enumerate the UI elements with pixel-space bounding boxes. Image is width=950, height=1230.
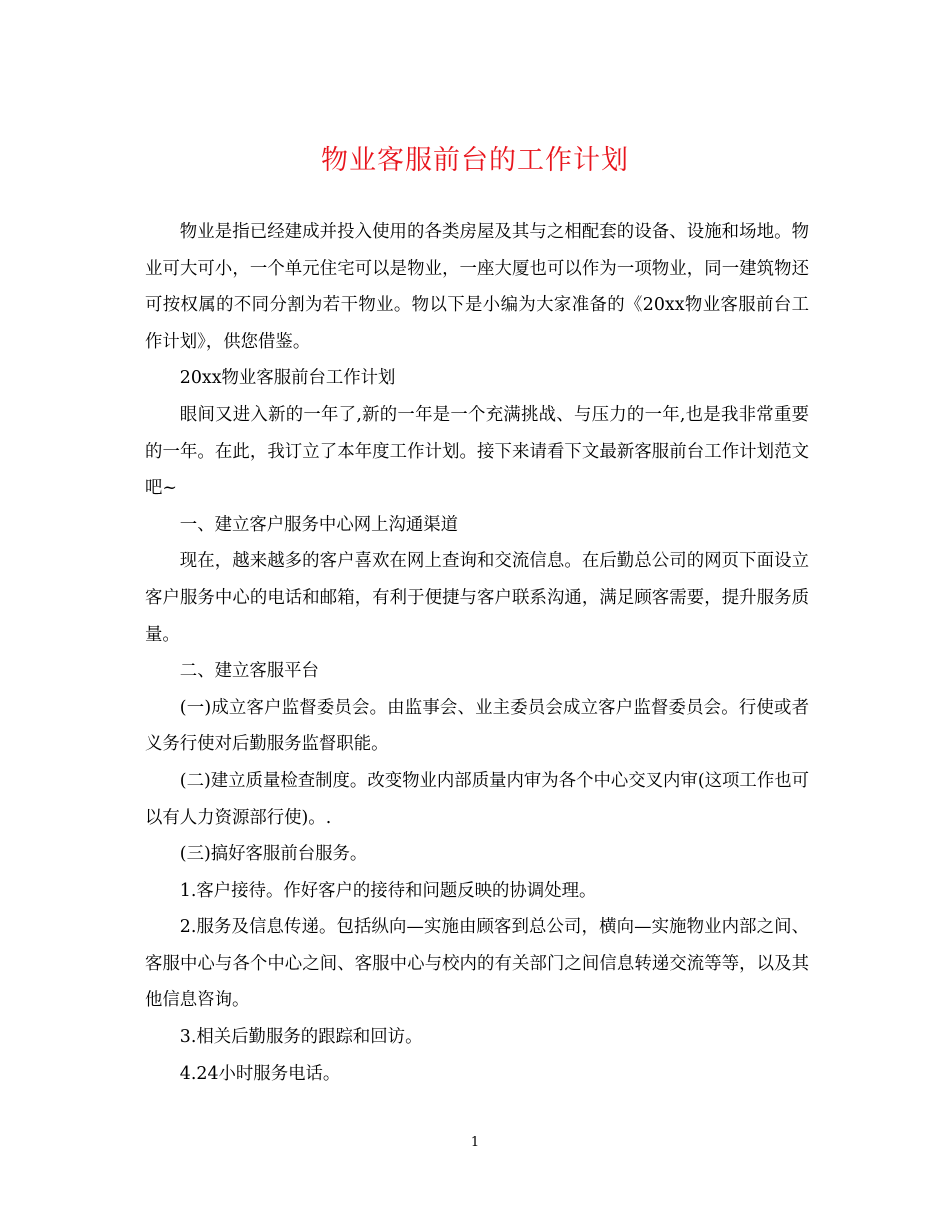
section-heading-online-channel: 一、建立客户服务中心网上沟通渠道 [179, 514, 459, 535]
list-item-reception: 1.客户接待。作好客户的接待和问题反映的协调处理。 [179, 880, 597, 901]
list-item-hotline: 4.24小时服务电话。 [179, 1063, 341, 1084]
paragraph-front-desk-service: (三)搞好客服前台服务。 [179, 844, 368, 865]
paragraph-supervision-committee: (一)成立客户监督委员会。由监事会、业主委员会成立客户监督委员会。行使或者义务行使对后勤服务监督职能。 [145, 697, 809, 755]
paragraph-plan-heading: 20xx物业客服前台工作计划 [179, 368, 396, 389]
page-number: 1 [470, 1135, 480, 1150]
document-title: 物业客服前台的工作计划 [321, 145, 629, 176]
list-item-information-transfer: 2.服务及信息传递。包括纵向—实施由顾客到总公司，横向—实施物业内部之间、客服中心与各个中心之间、客服中心与校内的有关部门之间信息转递交流等等，以及其他信息咨询。 [145, 917, 809, 1011]
document-body [145, 214, 809, 1092]
paragraph-online-channel: 现在，越来越多的客户喜欢在网上查询和交流信息。在后勤总公司的网页下面设立客户服务中心的电话和邮箱，有利于便捷与客户联系沟通，满足顾客需要，提升服务质量。 [145, 551, 809, 645]
section-heading-service-platform: 二、建立客服平台 [179, 661, 319, 682]
paragraph-intro: 物业是指已经建成并投入使用的各类房屋及其与之相配套的设备、设施和场地。物业可大可小，一个单元住宅可以是物业，一座大厦也可以作为一项物业，同一建筑物还可按权属的不同分割为若干物业。物以下是小编为大家准备的《20xx物业客服前台工作计划》，供您借鉴。 [145, 222, 809, 352]
list-item-follow-up: 3.相关后勤服务的跟踪和回访。 [179, 1027, 423, 1048]
paragraph-new-year: 眼间又进入新的一年了,新的一年是一个充满挑战、与压力的一年,也是我非常重要的一年。在此，我订立了本年度工作计划。接下来请看下文最新客服前台工作计划范文吧~ [145, 404, 809, 499]
paragraph-quality-inspection: (二)建立质量检查制度。改变物业内部质量内审为各个中心交叉内审(这项工作也可以有人力资源部行使)。. [145, 770, 809, 828]
